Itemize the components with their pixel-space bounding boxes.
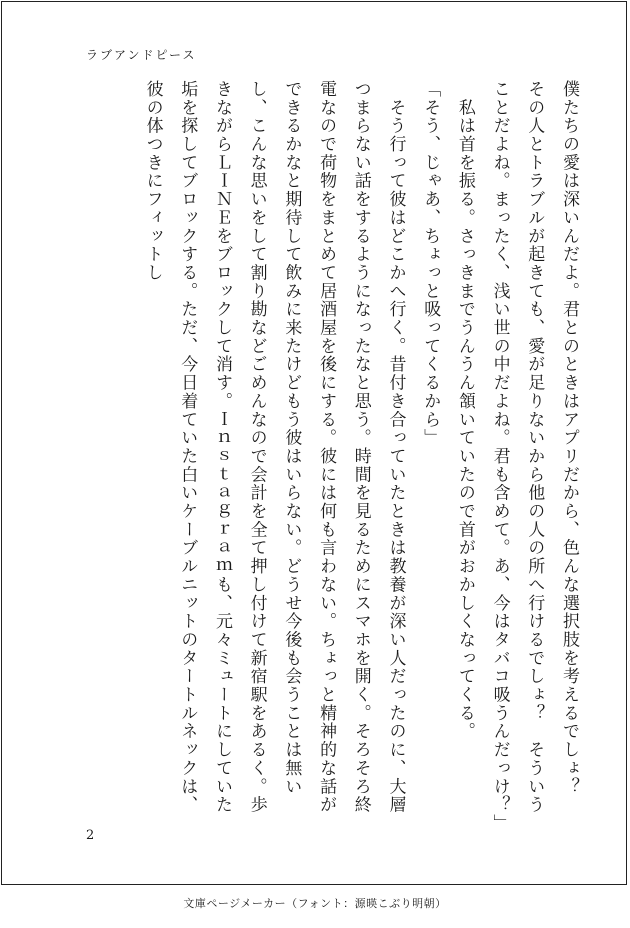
paragraph: 「そう、じゃあ、ちょっと吸ってくるから」 [420,80,441,447]
page-number: 2 [86,828,95,843]
footer-credit: 文庫ページメーカー（フォント：源暎こぶり明朝） [183,897,447,910]
paragraph: そう行って彼はどこかへ行く。昔付き合っていたときは教養が深い人だったのに、大層つまらない話をするようになったなと思う。時間を見るためにスマホを開く。そろそろ終電なので荷物をまとめて居酒屋を後にする。彼には何も言わない。ちょっと精神的な話ができるかなと期待して飲みに来たけどもう彼はいらない。どうせ今後も会うことは無いし、こんな思いをして割り勘などごめんなので会計を全て押し付けて新宿駅をあるく。歩きながらＬＩＮＥをブロックして消す。Ｉｎｓｔａｇｒａｍも、元々ミュートにしていた垢を探してブロックする。ただ、今日着ていた白いケーブルニットのタートルネックは、彼の体つきにフィットし [142,80,406,814]
paragraph: 僕たちの愛は深いんだよ。君とのときはアプリだから、色んな選択肢を考えるでしょ？ その人とトラブルが起きても、愛が足りないから他の人の所へ行けるでしょ？ そういうことだよね。まったく、浅い世の中だよね。君も含めて。あ、今はタバコ吸うんだっけ？」 [489,80,579,833]
book-page [1,1,627,885]
running-head: ラブアンドピース [86,48,197,62]
paragraph: 私は首を振る。さっきまでうんうん頷いていたので首がおかしくなってくる。 [454,80,475,741]
body-text [135,80,586,833]
